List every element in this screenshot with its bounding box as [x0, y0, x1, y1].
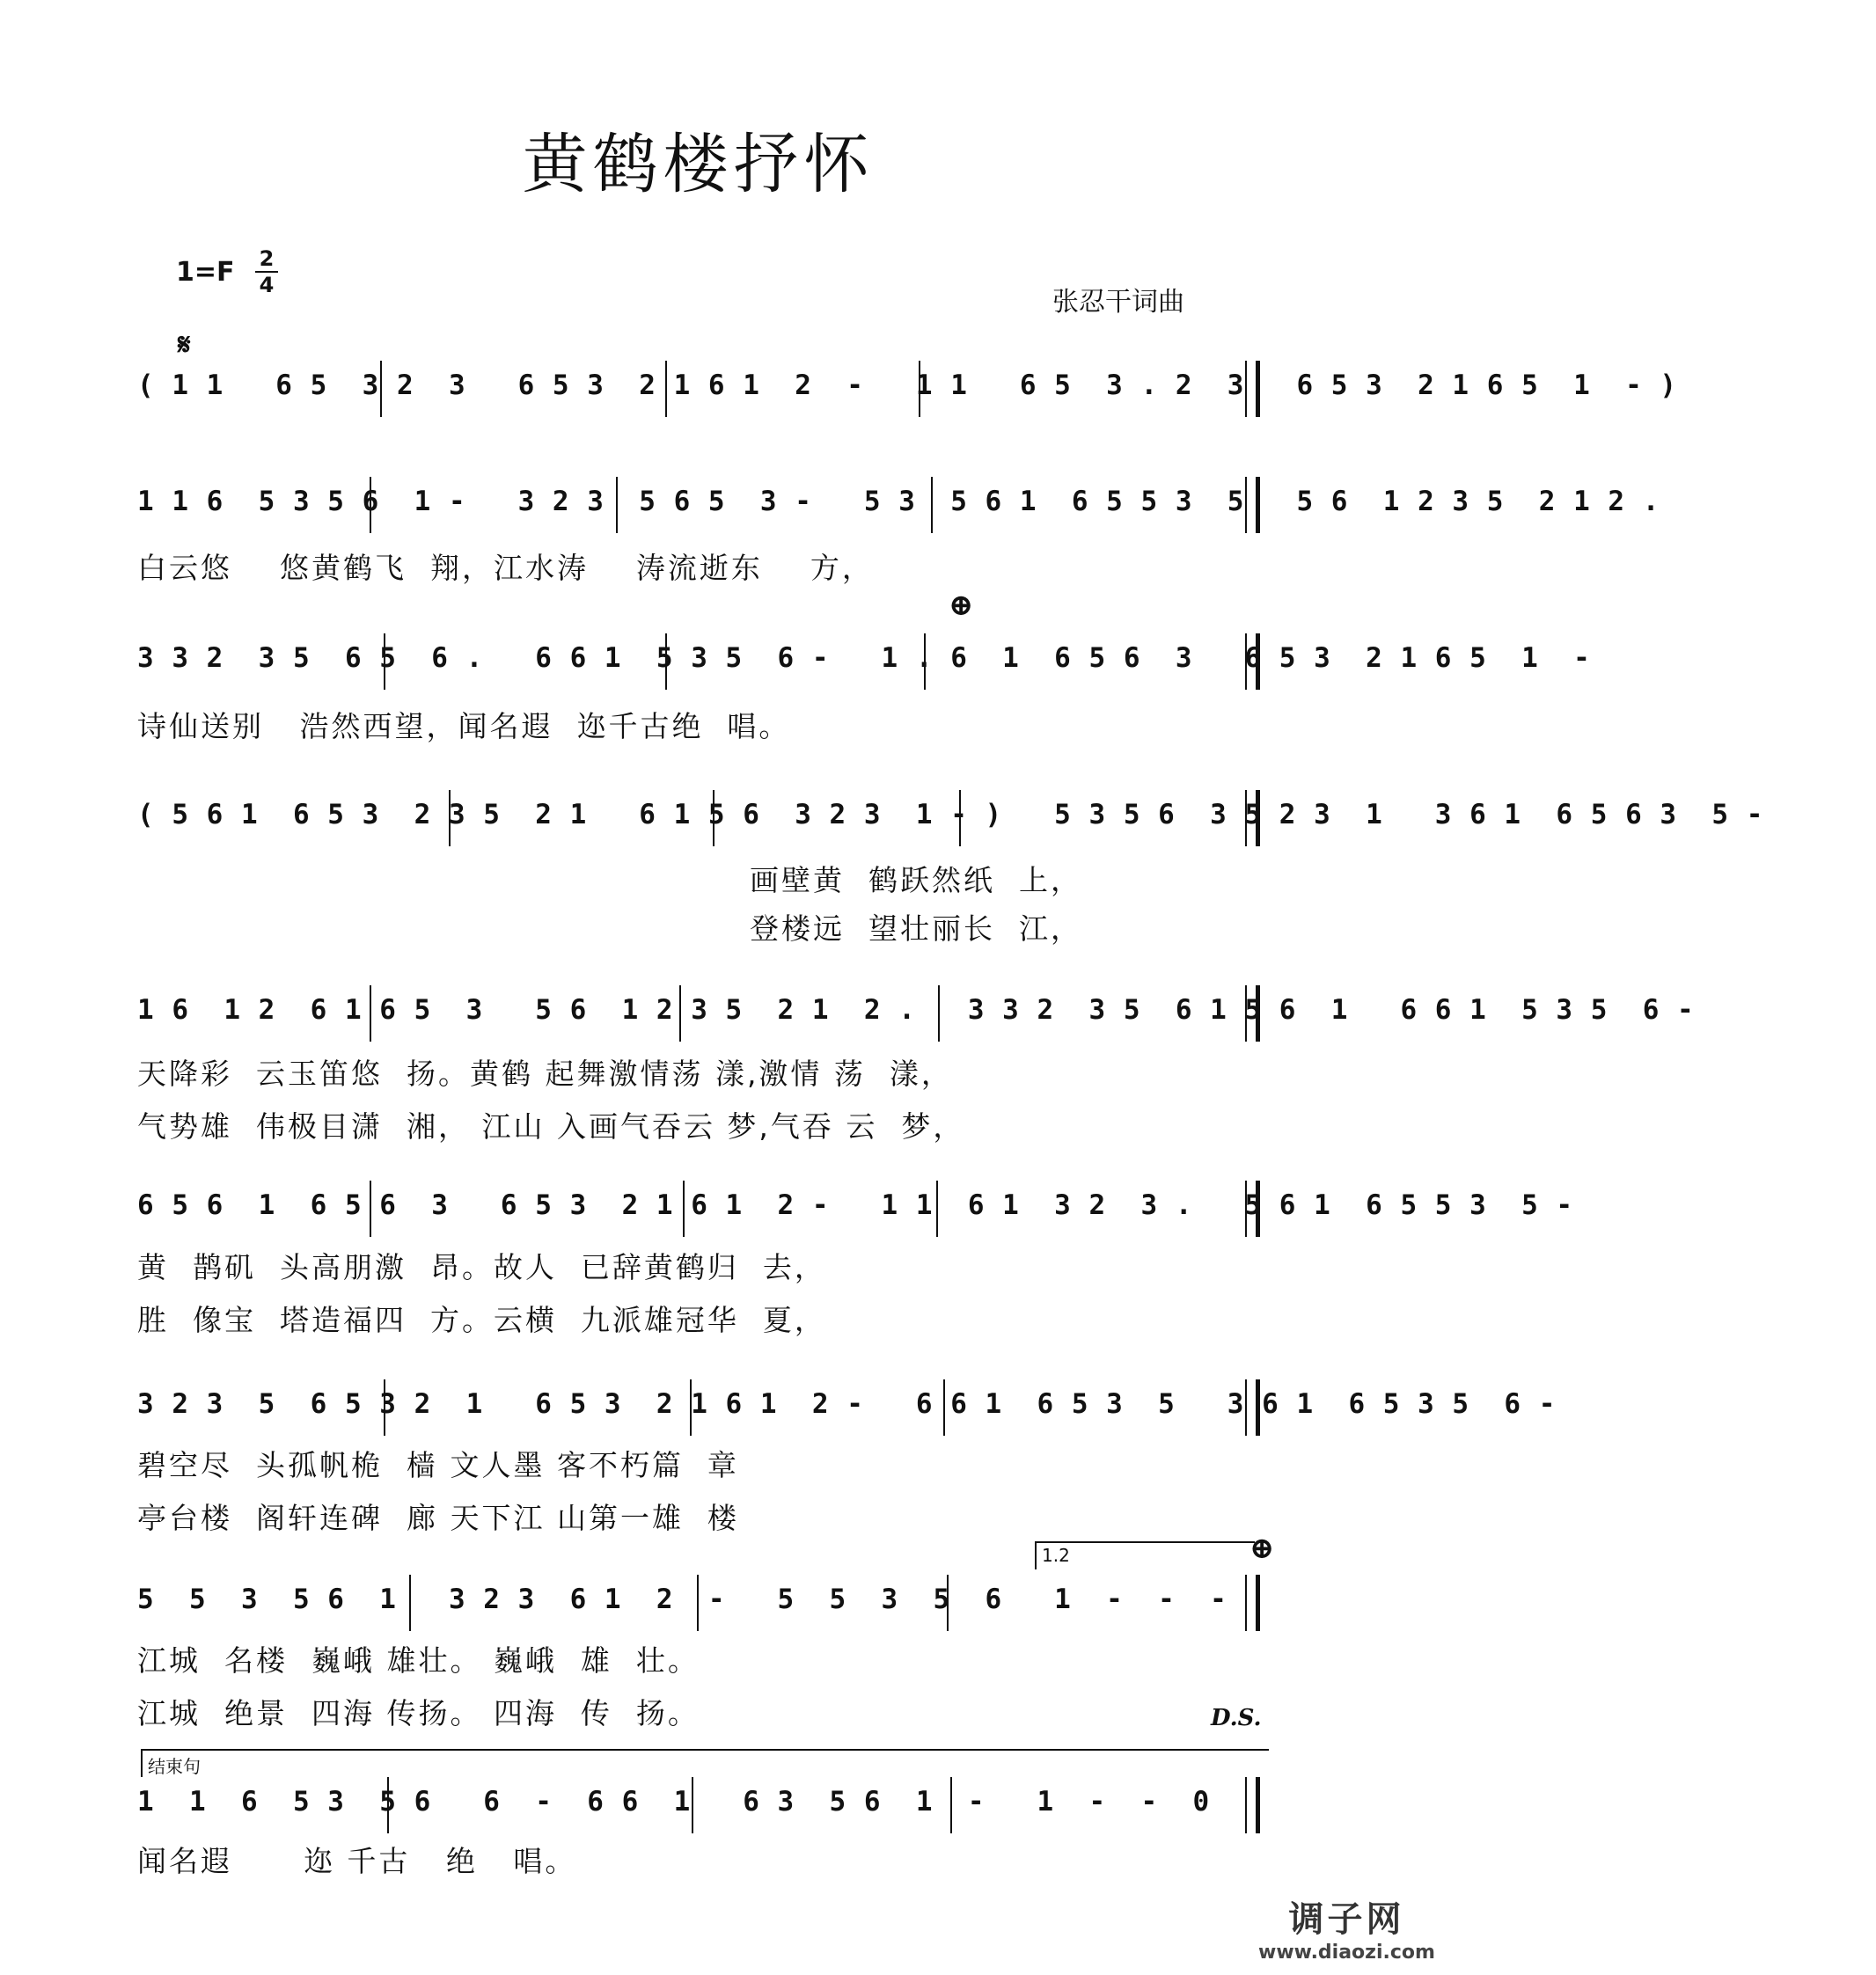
staff-system-8 [137, 1575, 1260, 1631]
lyric-line: 画壁黄 鹤跃然纸 上， [750, 863, 1082, 897]
barline [692, 1777, 693, 1833]
lyric-line: 气势雄 伟极目潇 湘， 江山 入画气吞云 梦,气吞 云 梦， [137, 1109, 965, 1144]
barline [713, 790, 714, 846]
barline [959, 790, 961, 846]
lyric-line: 黄 鹊矶 头高朋激 昂。故人 已辞黄鹤归 去， [137, 1250, 826, 1284]
lyric-line: 碧空尽 头孤帆桅 樯 文人墨 客不朽篇 章 [137, 1448, 739, 1482]
final-barline [1245, 790, 1260, 846]
barline [924, 633, 926, 690]
staff-system-3 [137, 633, 1591, 690]
barline [936, 1181, 938, 1237]
barline [947, 1575, 949, 1631]
staff-system-1 [137, 361, 1678, 417]
time-numerator: 2 [259, 246, 275, 271]
note-line: 1 1 6 5 3 5 6 1 - 3 2 3 5 6 5 3 - 5 3 5 6 1 6 5 5 3 5 5 6 1 2 3 5 2 1 2 . [137, 486, 1660, 517]
staff-system-7 [137, 1379, 1557, 1436]
barline [950, 1777, 952, 1833]
page-title: 黄鹤楼抒怀 [522, 127, 875, 202]
barline [387, 1777, 389, 1833]
ds-marking: D.S. [1211, 1705, 1262, 1731]
lyric-line: 天降彩 云玉笛悠 扬。黄鹤 起舞激情荡 漾,激情 荡 漾， [137, 1057, 953, 1091]
final-barline [1245, 1379, 1260, 1436]
barline [943, 1379, 945, 1436]
lyric-line: 江城 名楼 巍峨 雄壮。 巍峨 雄 壮。 [137, 1643, 700, 1678]
final-barline [1245, 633, 1260, 690]
barline [665, 361, 667, 417]
barline [665, 633, 667, 690]
final-barline [1245, 1777, 1260, 1833]
final-barline [1245, 1575, 1260, 1631]
staff-system-2 [137, 477, 1660, 533]
watermark [1258, 1891, 1435, 1964]
barline [384, 1379, 385, 1436]
staff-system-5 [137, 985, 1695, 1042]
ending-bracket: 结束句 [141, 1749, 1269, 1777]
barline [370, 1181, 371, 1237]
lyric-line: 胜 像宝 塔造福四 方。云横 九派雄冠华 夏， [137, 1303, 826, 1337]
note-line: 1 6 1 2 6 1 6 5 3 5 6 1 2 3 5 2 1 2 . 3 3 2 3 5 6 1 5 6 1 6 6 1 5 3 5 6 - [137, 994, 1695, 1026]
time-signature [255, 248, 278, 296]
barline [616, 477, 618, 533]
staff-system-4 [137, 790, 1764, 846]
barline [938, 985, 940, 1042]
watermark-url: www.diaozi.com [1258, 1942, 1435, 1964]
coda-sign: ⊕ [949, 588, 974, 623]
final-barline [1245, 361, 1260, 417]
note-line: ( 5 6 1 6 5 3 2 3 5 2 1 6 1 5 6 3 2 3 1 - ) 5 3 5 6 3 5 2 3 1 3 6 1 6 5 6 3 5 - [137, 799, 1764, 830]
barline [409, 1575, 411, 1631]
barline [370, 477, 371, 533]
barline [370, 985, 371, 1042]
barline [380, 361, 382, 417]
time-denominator: 4 [259, 273, 275, 297]
lyric-line: 白云悠 悠黄鹤飞 翔，江水涛 涛流逝东 方， [137, 551, 874, 585]
volta-bracket: 1.2 [1035, 1541, 1255, 1569]
barline [384, 633, 385, 690]
note-line: 3 3 2 3 5 6 5 6 . 6 6 1 5 3 5 6 - 1 . 6 1 6 5 6 3 6 5 3 2 1 6 5 1 - [137, 642, 1591, 674]
barline [697, 1575, 699, 1631]
lyric-line: 闻名遐 迩 千古 绝 唱。 [137, 1844, 577, 1878]
note-line: 3 2 3 5 6 5 3 2 1 6 5 3 2 1 6 1 2 - 6 6 1 6 5 3 5 3 6 1 6 5 3 5 6 - [137, 1388, 1557, 1420]
segno-sign: 𝄋 [178, 327, 191, 362]
lyric-line: 诗仙送别 浩然西望，闻名遐 迩千古绝 唱。 [137, 709, 791, 743]
note-line: 1 1 6 5 3 5 6 6 - 6 6 1 6 3 5 6 1 - 1 - - 0 [137, 1786, 1211, 1818]
barline [919, 361, 920, 417]
note-line: ( 1 1 6 5 3 2 3 6 5 3 2 1 6 1 2 - 1 1 6 5 3 . 2 3 6 5 3 2 1 6 5 1 - ) [137, 369, 1678, 401]
barline [931, 477, 933, 533]
lyric-line: 江城 绝景 四海 传扬。 四海 传 扬。 [137, 1696, 700, 1730]
final-barline [1245, 1181, 1260, 1237]
staff-system-6 [137, 1181, 1574, 1237]
note-line: 5 5 3 5 6 1 3 2 3 6 1 2 - 5 5 3 5 6 1 - - - [137, 1584, 1227, 1615]
note-line: 6 5 6 1 6 5 6 3 6 5 3 2 1 6 1 2 - 1 1 6 1 3 2 3 . 5 6 1 6 5 5 3 5 - [137, 1189, 1574, 1221]
lyric-line: 亭台楼 阁轩连碑 廊 天下江 山第一雄 楼 [137, 1501, 739, 1535]
barline [683, 1181, 685, 1237]
barline [449, 790, 451, 846]
composer-credit: 张忍干词曲 [1052, 287, 1184, 318]
barline [679, 985, 681, 1042]
barline [690, 1379, 692, 1436]
key-signature: 1=F [176, 257, 235, 288]
staff-system-9 [137, 1777, 1260, 1833]
lyric-line: 登楼远 望壮丽长 江， [750, 911, 1082, 946]
final-barline [1245, 477, 1260, 533]
final-barline [1245, 985, 1260, 1042]
coda-sign-end: ⊕ [1249, 1531, 1275, 1566]
watermark-name: 调子网 [1288, 1899, 1405, 1940]
